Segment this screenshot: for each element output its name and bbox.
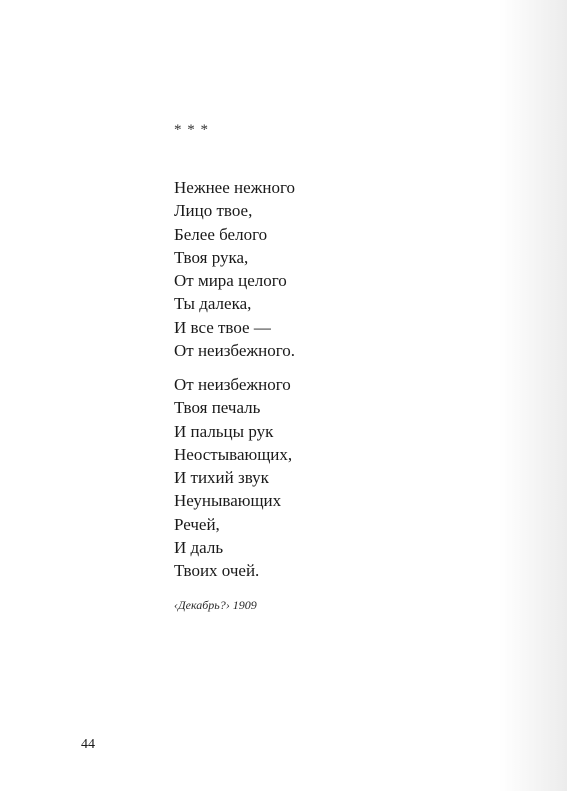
- poem-line: Нежнее нежного: [174, 178, 296, 197]
- poem-line: От мира целого: [174, 271, 287, 291]
- poem-line: Лицо твое,: [174, 201, 253, 221]
- stanza-2: [174, 373, 292, 583]
- poem-line: От неизбежного.: [174, 341, 296, 361]
- poem-line: Ты далека,: [174, 294, 252, 314]
- page-number: 44: [81, 737, 95, 752]
- poem-line: Твоя рука,: [174, 247, 249, 267]
- stanza-1: [174, 176, 295, 362]
- poem-line: И даль: [174, 538, 224, 558]
- poem-line: И все твое —: [174, 317, 271, 337]
- poem-line: Твоя печаль: [174, 398, 261, 418]
- poem-line: И тихий звук: [174, 468, 269, 488]
- poem-date: ‹Декабрь?› 1909: [174, 598, 257, 612]
- poem-line: Речей,: [174, 514, 220, 534]
- poem-line: Неунывающих: [174, 491, 282, 511]
- poem-line: От неизбежного: [174, 375, 291, 394]
- poem-line: Твоих очей.: [174, 561, 260, 581]
- poem-separator: * * *: [174, 122, 209, 138]
- poem-line: И пальцы рук: [174, 421, 274, 441]
- poem-line: Неостывающих,: [174, 444, 293, 464]
- poem-line: Белее белого: [174, 224, 268, 244]
